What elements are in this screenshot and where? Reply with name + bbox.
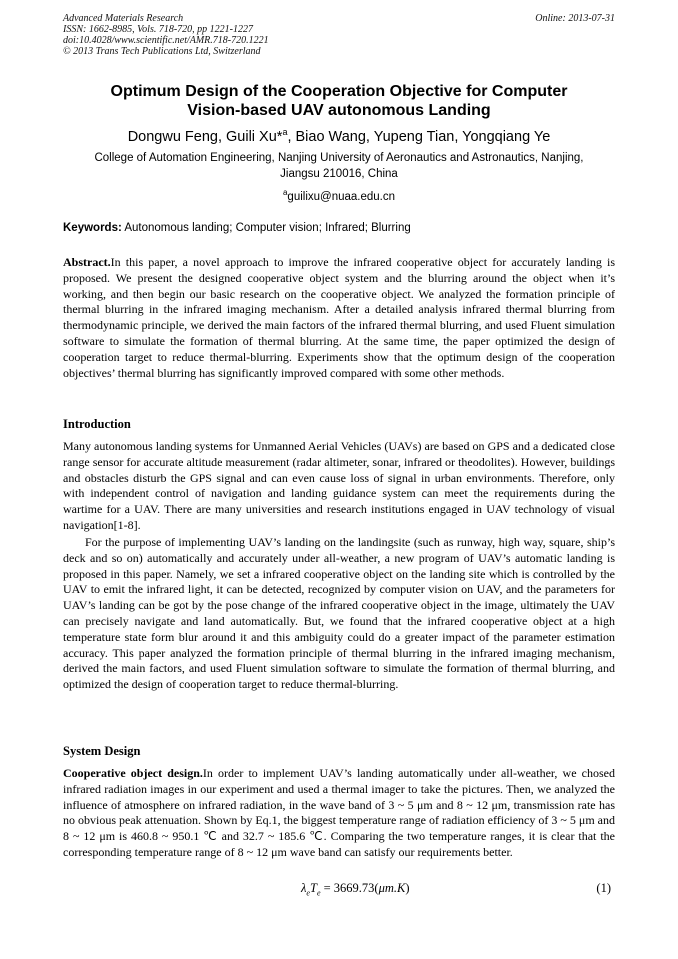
affiliation [63, 150, 615, 182]
online-date: Online: 2013-07-31 [535, 13, 615, 24]
equation-number: (1) [596, 881, 611, 895]
email-address: guilixu@nuaa.edu.cn [287, 190, 396, 203]
journal-header [63, 13, 615, 57]
system-design-text: In order to implement UAV’s landing automatically under all-weather, we chosed infrared radiation images in our experiment and used a thermal imager to take the pictures. Then, we analyzed the influence of atmosphere on infrared radiation, in the wave band of 3 ~ 5 μm and 8 ~ 12 μm, transmission rate has no obvious peak attenuation. Shown by Eq.1, the biggest temperature range of radiation efficiency of 3 ~ 5 μm and 8 ~ 12 μm is 460.8 ~ 950.1 ℃ and 32.7 ~ 185.6 ℃. Comparing the two temperature ranges, it is clear that the corresponding temperature range of 8 ~ 12 μm wave band can satisfy our requirements better. [63, 766, 615, 859]
author-affil-marker: a [282, 127, 288, 137]
corresponding-email [63, 186, 615, 204]
abstract-text: In this paper, a novel approach to improve the infrared cooperative object for accurately landing is proposed. We present the designed cooperative object system and the blurring around the object when it’s working, and then begin our basic research on the cooperative object. We analyzed the formation principle of thermal blurring in the infrared imaging mechanism. After a detailed analysis infrared thermal blurring from thermodynamic principle, we derived the main factors of the infrared thermal blurring, and used Fluent simulation software to simulate the formation of thermal blurring. At the same time, the paper optimized the design of cooperation target to reduce thermal-blurring. Experiments show that the optimum design of the cooperation objectives’ thermal blurring has significantly improved compared with some other methods. [63, 255, 615, 380]
abstract-label: Abstract. [63, 255, 111, 269]
authors-part-2: , Biao Wang, Yupeng Tian, Yongqiang Ye [287, 128, 551, 145]
journal-name: Advanced Materials Research [63, 13, 184, 24]
issn-line: ISSN: 1662-8985, Vols. 718-720, pp 1221-1227 [63, 24, 253, 35]
subsection-label: Cooperative object design. [63, 766, 203, 780]
system-design-paragraph [63, 766, 615, 861]
keywords [63, 221, 615, 235]
affiliation-line-2: Jiangsu 210016, China [280, 168, 398, 180]
email-marker: a [282, 188, 288, 197]
keywords-label: Keywords: [63, 222, 122, 234]
introduction-paragraph-1: Many autonomous landing systems for Unmanned Aerial Vehicles (UAVs) are based on GPS and a dedicated close range sensor for accurate altitude measurement (radar altimeter, sonar, infrared or theodolites). However, buildings and obstacles disturb the GPS signal and can even cause loss of signal in urban environments. Therefore, only with independent control of navigation and landing guidance system can meet the requirements during the wartime for a UAV. There are many universities and research institutions engaged in UAV technology of visual navigation[1-8]. [63, 439, 615, 532]
affiliation-line-1: College of Automation Engineering, Nanjing University of Aeronautics and Astronautics, Nanjing, [94, 152, 584, 164]
section-heading-introduction: Introduction [63, 417, 131, 431]
section-heading-system-design: System Design [63, 744, 141, 758]
copyright-line: © 2013 Trans Tech Publications Ltd, Switzerland [63, 46, 261, 57]
abstract [63, 255, 615, 381]
authors-part-1: Dongwu Feng, Guili Xu* [127, 128, 283, 145]
introduction-paragraph-2: For the purpose of implementing UAV’s landing on the landingsite (such as runway, high way, square, ship’s deck and so on) automatically and accurately under all-weather, a new program of UAV’s automatic landing is proposed in this paper. Namely, we set a infrared cooperative object on the landing site which is controlled by the UAV to emit the infrared light, it can be detected, recognized by computer vision on UAV, and the parameters for UAV’s landing can be got by the pose change of the infrared cooperative object in the image, ultimately the UAV can precisely navigate and land automatically. But, we found that the infrared cooperative object at a high temperature state form blur around it and this ambiguity could do a greater impact of the parameter estimation accuracy. This paper analyzed the formation principle of thermal blurring in the infrared imaging mechanism, derived the main factors, and used Fluent simulation software to simulate the formation of thermal blurring, and optimized the design of cooperation target to reduce thermal-blurring. [63, 535, 615, 692]
keywords-text: Autonomous landing; Computer vision; Infrared; Blurring [124, 222, 411, 234]
doi-line: doi:10.4028/www.scientific.net/AMR.718-720.1221 [63, 35, 269, 46]
equation-expression: $\lambda_eT_e = 3669.73(\mu m.K)$ [301, 881, 410, 898]
paper-title [63, 82, 615, 120]
author-list [63, 123, 615, 146]
title-line-1: Optimum Design of the Cooperation Objective for Computer [110, 83, 568, 100]
title-line-2: Vision-based UAV autonomous Landing [187, 102, 491, 119]
